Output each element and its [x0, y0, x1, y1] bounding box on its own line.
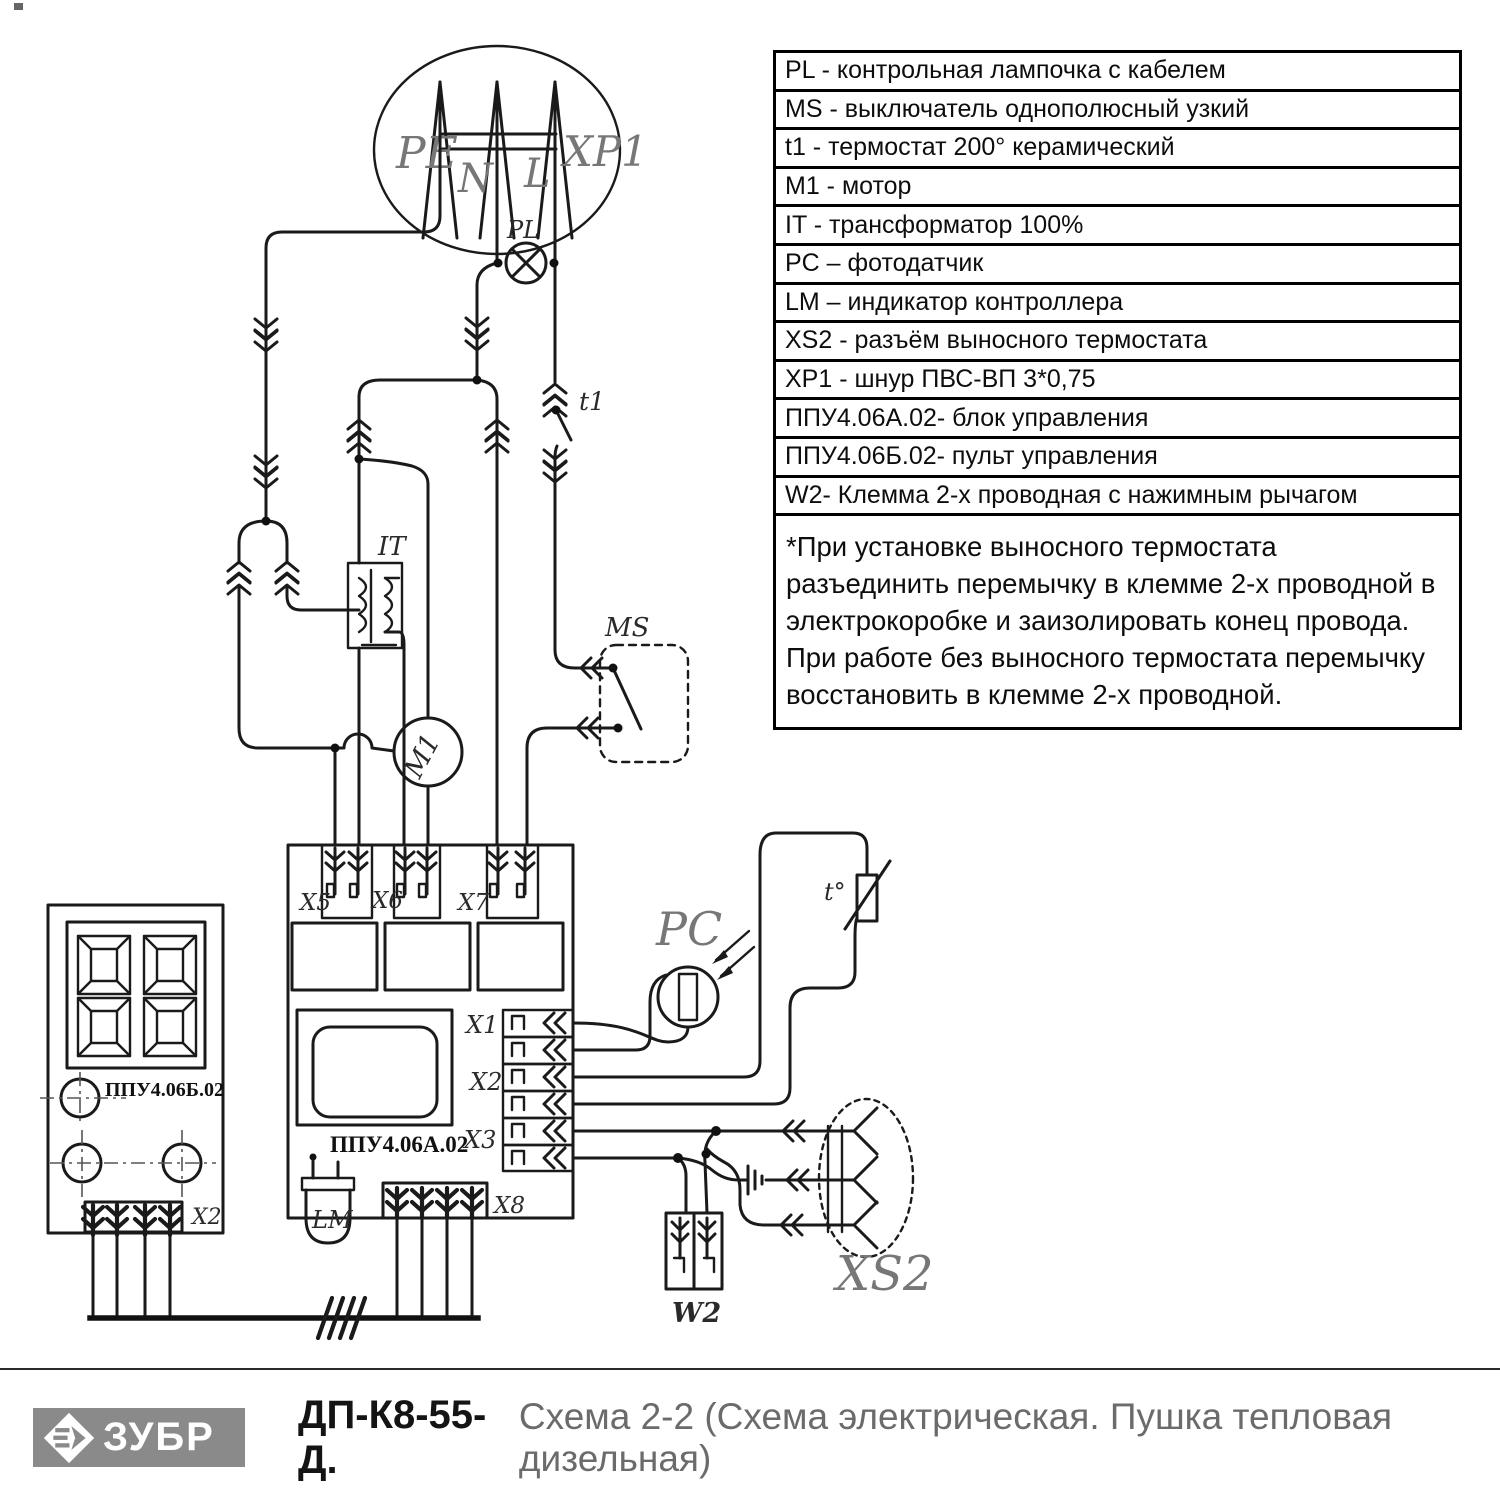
label-x3: X3	[464, 1126, 497, 1154]
label-x2-panel: X2	[192, 1205, 222, 1230]
label-pc: PC	[656, 902, 723, 956]
connector-xs2	[819, 1099, 934, 1302]
legend-row: M1 - мотор	[776, 169, 1459, 208]
thermistor	[824, 861, 890, 929]
label-ms: MS	[605, 613, 650, 643]
brand-name: ЗУБР	[103, 1415, 215, 1459]
label-w2: W2	[672, 1298, 722, 1329]
legend-row: XS2 - разъём выносного термостата	[776, 323, 1459, 362]
legend-row: PC – фотодатчик	[776, 246, 1459, 285]
legend-row: IT - трансформатор 100%	[776, 207, 1459, 246]
label-x6: X6	[372, 888, 404, 914]
legend-row: XP1 - шнур ПВС-ВП 3*0,75	[776, 362, 1459, 401]
transformer-it	[348, 532, 407, 845]
control-panel	[40, 905, 224, 1235]
footer-divider	[0, 1368, 1500, 1370]
model-name: ДП-К8-55-Д.	[298, 1392, 487, 1482]
label-l: L	[524, 151, 551, 197]
brand-logo	[33, 1408, 245, 1467]
legend-row: MS - выключатель однополюсный узкий	[776, 92, 1459, 131]
label-x5: X5	[300, 890, 332, 916]
legend-row: W2- Клемма 2-х проводная с нажимным рычагом	[776, 478, 1459, 517]
legend-table	[773, 50, 1462, 730]
label-x8: X8	[494, 1193, 526, 1219]
label-t1: t1	[579, 387, 605, 416]
cable-bus	[90, 1218, 478, 1338]
terminal-w2	[666, 1213, 722, 1329]
label-x1: X1	[466, 1011, 499, 1039]
legend-note: *При установке выносного термостата разъединить перемычку в клемме 2-х проводной в электрокоробке и заизолировать конец провода. При работе без выносного термостата перемычку восстановить в клемме 2-х проводной.	[786, 531, 1436, 711]
label-x7: X7	[458, 890, 490, 916]
legend-row: ППУ4.06Б.02- пульт управления	[776, 439, 1459, 478]
brand-diamond-icon	[41, 1410, 97, 1466]
label-x2-block: X2	[470, 1068, 503, 1096]
label-pe: PE	[396, 128, 458, 179]
legend-row: PL - контрольная лампочка с кабелем	[776, 53, 1459, 92]
legend-row: t1 - термостат 200° керамический	[776, 130, 1459, 169]
control-block	[288, 845, 573, 1219]
label-pl: PL	[507, 216, 540, 244]
label-lm: LM	[312, 1206, 353, 1234]
footer-title	[298, 1392, 1500, 1482]
label-xs2: XS2	[836, 1246, 934, 1302]
panel-name: ППУ4.06Б.02	[105, 1079, 225, 1101]
switch-ms	[600, 613, 688, 762]
photo-sensor-pc	[655, 902, 754, 1027]
display-digit	[78, 936, 130, 1056]
label-it: IT	[378, 532, 406, 562]
lamp-pl	[494, 216, 559, 283]
label-xp1: XP1	[563, 127, 648, 176]
label-n: N	[458, 156, 493, 202]
indicator-lm	[302, 1154, 354, 1244]
legend-row: ППУ4.06А.02- блок управления	[776, 400, 1459, 439]
wires	[228, 82, 867, 1235]
scheme-subtitle: Схема 2-2 (Схема электрическая. Пушка тепловая дизельная)	[518, 1395, 1393, 1479]
label-t-sensor: t°	[824, 878, 846, 906]
block-name: ППУ4.06А.02	[330, 1132, 469, 1157]
label-m1: М1	[398, 728, 447, 784]
legend-row: LM – индикатор контроллера	[776, 285, 1459, 324]
display-digit	[144, 936, 196, 1056]
